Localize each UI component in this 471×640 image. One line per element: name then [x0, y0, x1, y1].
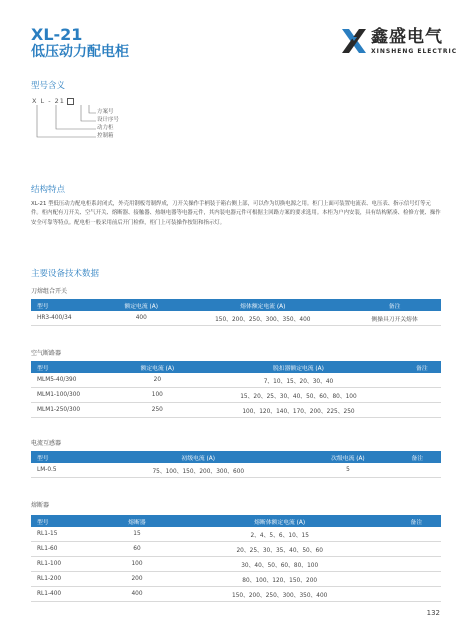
page-number: 132	[426, 609, 440, 617]
col-header: 备注	[394, 451, 441, 463]
cell: 150、200、250、300、350、400	[168, 587, 392, 602]
legend-power-cabinet: 动力柜	[97, 125, 114, 131]
col-header: 型号	[31, 451, 94, 463]
cell: MLM5-40/390	[31, 373, 120, 388]
cell: 20、25、30、35、40、50、60	[168, 542, 392, 557]
cell: 60	[106, 542, 167, 557]
cell: RL1-60	[31, 542, 106, 557]
col-header: 备注	[392, 515, 441, 527]
cell: 150、200、250、300、350、400	[177, 311, 348, 326]
col-header: 熔断器	[106, 515, 167, 527]
cell: RL1-100	[31, 557, 106, 572]
cell: LM-0.5	[31, 463, 94, 478]
col-header: 型号	[31, 299, 105, 311]
cell: 15	[106, 527, 167, 542]
table-header-row	[31, 361, 441, 373]
table-knife-fuse-switch	[31, 299, 441, 326]
col-header: 型号	[31, 515, 106, 527]
model-code-text: X L - 21	[32, 97, 65, 105]
cell	[394, 463, 441, 478]
brand-name-cn: 鑫盛电气	[371, 27, 443, 47]
cell: 7、10、15、20、30、40	[194, 373, 402, 388]
cell: 15、20、25、30、40、50、60、80、100	[194, 388, 402, 403]
xs-logo-icon	[340, 27, 368, 55]
cell: 80、100、120、150、200	[168, 572, 392, 587]
col-header: 熔体额定电流 (A)	[177, 299, 348, 311]
model-legend-lines	[30, 104, 100, 150]
cell: 30、40、50、60、80、100	[168, 557, 392, 572]
col-header: 初级电流 (A)	[94, 451, 302, 463]
model-heading: 型号含义	[31, 81, 66, 91]
cell	[403, 403, 441, 418]
table-row	[31, 527, 441, 542]
table-caption-air-breaker: 空气断路器	[31, 350, 62, 357]
cell: 2、4、5、6、10、15	[168, 527, 392, 542]
table-row	[31, 403, 441, 418]
table-caption-current-transformer: 电流互感器	[31, 440, 62, 447]
col-header: 额定电流 (A)	[120, 361, 194, 373]
table-row	[31, 542, 441, 557]
cell: 100、120、140、170、200、225、250	[194, 403, 402, 418]
cell: 250	[120, 403, 194, 418]
legend-scheme: 方案号	[97, 109, 114, 115]
table-row	[31, 572, 441, 587]
page-subtitle: 低压动力配电柜	[31, 44, 129, 60]
cell	[392, 587, 441, 602]
cell: MLM1-100/300	[31, 388, 120, 403]
table-row	[31, 388, 441, 403]
cell	[392, 572, 441, 587]
cell	[392, 542, 441, 557]
table-air-circuit-breaker	[31, 361, 441, 418]
cell: 侧操具刀开关熔体	[348, 311, 441, 326]
cell: 5	[302, 463, 393, 478]
structure-heading: 结构特点	[31, 185, 66, 195]
table-row	[31, 463, 441, 478]
cell	[403, 388, 441, 403]
table-fuse	[31, 515, 441, 602]
cell: RL1-200	[31, 572, 106, 587]
structure-paragraph: XL-21 型低压动力配电柜系封闭式，外壳用钢板弯制焊成，刀开关操作手柄装于箱右侧上部，可以作为切换电源之用。柜门上面可装置电流表、电压表、指示信号灯等元件。柜内配有刀开关、空气开关、熔断器、接触器、热继电器等电器元件，其内装电器元件可根据主回路方案的要求选用。本柜为户内安装，具有结构紧凑、检修方便、操作安全可靠等特点。配电柜一般采用前后开门检修，柜门上可装操作按钮和指示灯。	[31, 201, 441, 226]
col-header: 额定电流 (A)	[105, 299, 177, 311]
col-header: 次级电流 (A)	[302, 451, 393, 463]
cell: 100	[106, 557, 167, 572]
table-caption-knife-fuse: 刀熔组合开关	[31, 288, 68, 295]
col-header: 备注	[348, 299, 441, 311]
table-header-row	[31, 451, 441, 463]
cell: MLM1-250/300	[31, 403, 120, 418]
brand-name-en: XINSHENG ELECTRIC	[371, 48, 458, 55]
legend-control-box: 控制箱	[97, 133, 114, 139]
table-row	[31, 311, 441, 326]
table-row	[31, 557, 441, 572]
table-header-row	[31, 299, 441, 311]
cell: 75、100、150、200、300、600	[94, 463, 302, 478]
table-current-transformer	[31, 451, 441, 478]
cell: HR3-400/34	[31, 311, 105, 326]
cell	[392, 527, 441, 542]
col-header: 型号	[31, 361, 120, 373]
col-header: 熔断体额定电流 (A)	[168, 515, 392, 527]
cell: 100	[120, 388, 194, 403]
cell: 20	[120, 373, 194, 388]
legend-design-no: 设计序号	[97, 117, 120, 123]
page-title: XL-21	[31, 25, 83, 44]
cell: 400	[105, 311, 177, 326]
data-heading: 主要设备技术数据	[31, 269, 100, 279]
table-header-row	[31, 515, 441, 527]
col-header: 脱扣器额定电流 (A)	[194, 361, 402, 373]
cell: 400	[106, 587, 167, 602]
table-row	[31, 587, 441, 602]
cell: 200	[106, 572, 167, 587]
cell	[403, 373, 441, 388]
col-header: 备注	[403, 361, 441, 373]
cell	[392, 557, 441, 572]
cell: RL1-15	[31, 527, 106, 542]
table-row	[31, 373, 441, 388]
table-caption-fuse: 熔断器	[31, 502, 50, 509]
cell: RL1-400	[31, 587, 106, 602]
